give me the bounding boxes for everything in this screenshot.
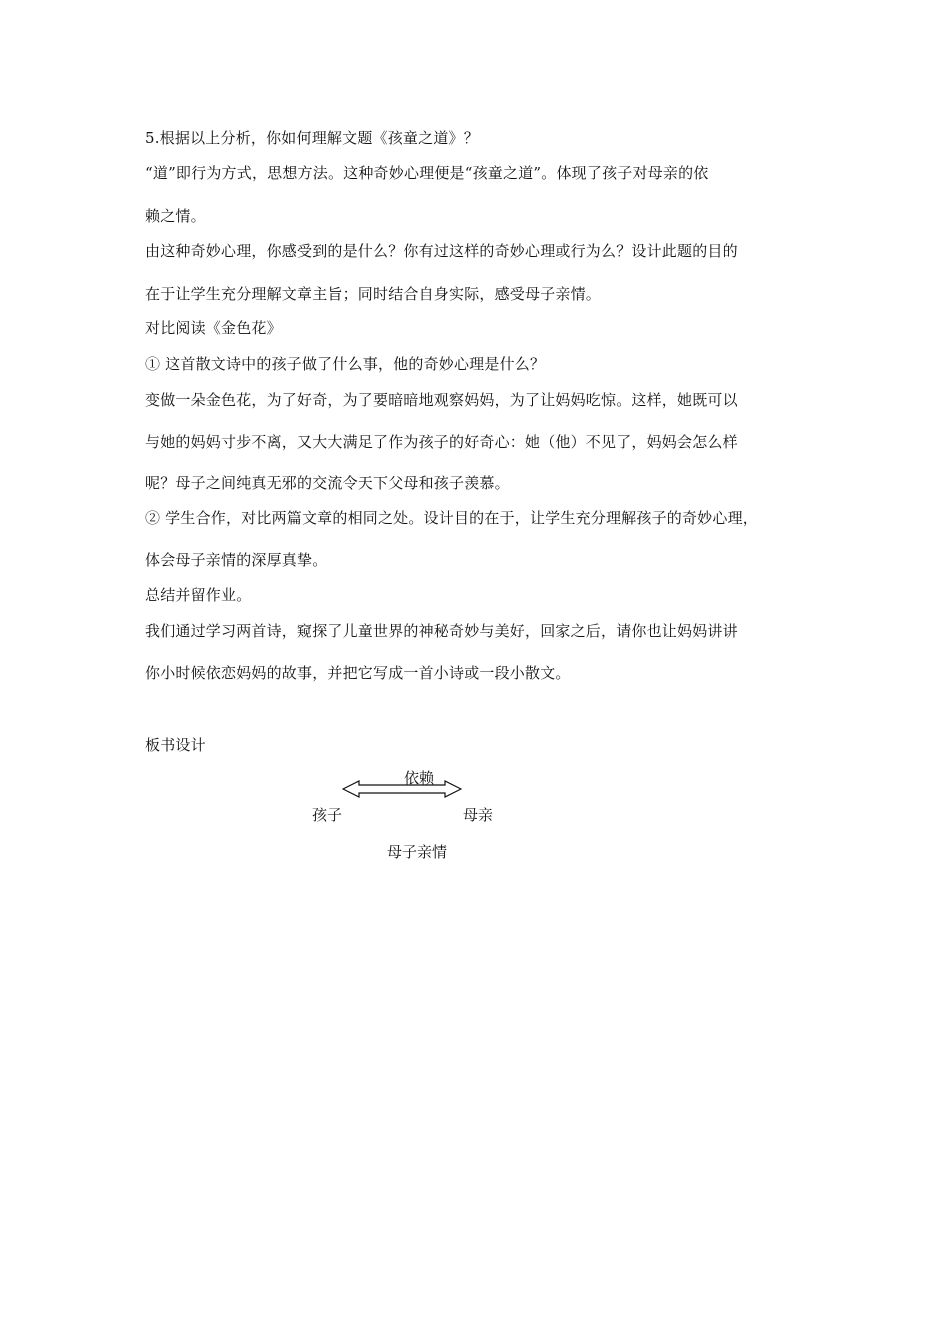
arrow-label: 依赖: [404, 769, 435, 787]
homework-line-1: 我们通过学习两首诗，窥探了儿童世界的神秘奇妙与美好，回家之后，请你也让妈妈讲讲: [145, 622, 738, 640]
question-5: 5.根据以上分析，你如何理解文题《孩童之道》？: [145, 129, 479, 147]
discussion-line-2: 在于让学生充分理解文章主旨；同时结合自身实际，感受母子亲情。: [145, 285, 602, 303]
comparison-heading: 对比阅读《金色花》: [145, 319, 282, 337]
answer-5-line-2: 赖之情。: [145, 207, 206, 225]
homework-line-2: 你小时候依恋妈妈的故事，并把它写成一首小诗或一段小散文。: [145, 664, 571, 682]
mother-child-love-label: 母子亲情: [387, 843, 448, 861]
comparison-answer-line-1: 变做一朵金色花，为了好奇，为了要暗暗地观察妈妈，为了让妈妈吃惊。这样，她既可以: [145, 391, 738, 409]
mother-label: 母亲: [463, 806, 494, 824]
comparison-answer-line-2: 与她的妈妈寸步不离，又大大满足了作为孩子的好奇心：她（他）不见了，妈妈会怎么样: [145, 433, 738, 451]
comparison-question-1: ① 这首散文诗中的孩子做了什么事，他的奇妙心理是什么？: [145, 355, 546, 373]
summary-heading: 总结并留作业。: [145, 586, 252, 604]
answer-5-line-1: “道”即行为方式，思想方法。这种奇妙心理便是“孩童之道”。体现了孩子对母亲的依: [145, 164, 709, 182]
board-design-heading: 板书设计: [145, 736, 206, 754]
comparison-answer-line-3: 呢？母子之间纯真无邪的交流令天下父母和孩子羡慕。: [145, 474, 510, 492]
comparison-question-2: ② 学生合作，对比两篇文章的相同之处。设计目的在于，让学生充分理解孩子的奇妙心理，: [145, 509, 758, 527]
double-arrow-icon: [342, 780, 462, 798]
discussion-line-1: 由这种奇妙心理，你感受到的是什么？你有过这样的奇妙心理或行为么？设计此题的目的: [145, 242, 738, 260]
comparison-answer-2: 体会母子亲情的深厚真挚。: [145, 551, 328, 569]
child-label: 孩子: [312, 806, 343, 824]
